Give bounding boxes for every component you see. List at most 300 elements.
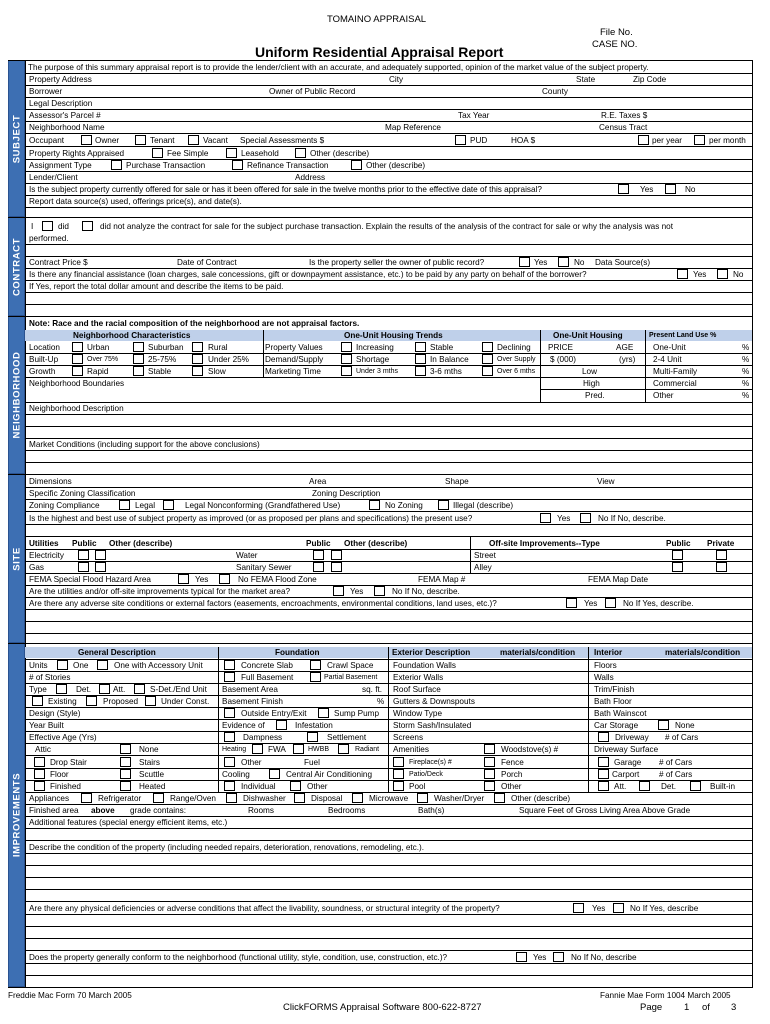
under-construction-checkbox[interactable] bbox=[145, 696, 156, 706]
rule bbox=[25, 195, 752, 196]
electricity-other-checkbox[interactable] bbox=[95, 550, 106, 560]
street-private-checkbox[interactable] bbox=[716, 550, 727, 560]
rule bbox=[25, 121, 752, 122]
full-basement-checkbox[interactable] bbox=[224, 672, 235, 682]
foundation-walls-label: Foundation Walls bbox=[393, 661, 456, 670]
driveway-label: Driveway bbox=[615, 733, 649, 742]
adverse-no-checkbox[interactable] bbox=[605, 598, 616, 608]
radiant-checkbox[interactable] bbox=[338, 744, 349, 754]
concrete-slab-label: Concrete Slab bbox=[241, 661, 293, 670]
dampness-label: Dampness bbox=[243, 733, 283, 742]
type-label: Type bbox=[29, 685, 47, 694]
conform-yes-checkbox[interactable] bbox=[516, 952, 527, 962]
seller-owner-question: Is the property seller the owner of public record? bbox=[309, 258, 485, 267]
rights-other-checkbox[interactable] bbox=[295, 148, 306, 158]
25-75-label: 25-75% bbox=[148, 355, 177, 364]
units-one-label: One bbox=[73, 661, 89, 670]
builtin-checkbox[interactable] bbox=[690, 781, 701, 791]
det-label: Det. bbox=[661, 782, 677, 791]
roof-surface-label: Roof Surface bbox=[393, 685, 441, 694]
screens-label: Screens bbox=[393, 733, 424, 742]
driveway-surface-label: Driveway Surface bbox=[594, 745, 659, 754]
type-det-checkbox[interactable] bbox=[56, 684, 67, 694]
design-style-label: Design (Style) bbox=[29, 709, 81, 718]
form-title: Uniform Residential Appraisal Report bbox=[255, 44, 504, 60]
stairs-checkbox[interactable] bbox=[120, 757, 131, 767]
water-other-checkbox[interactable] bbox=[331, 550, 342, 560]
contract-section-band: CONTRACT bbox=[8, 217, 25, 316]
existing-checkbox[interactable] bbox=[32, 696, 43, 706]
declining-checkbox[interactable] bbox=[482, 342, 493, 352]
evidence-of-label: Evidence of bbox=[222, 721, 265, 730]
washer-dryer-checkbox[interactable] bbox=[417, 793, 428, 803]
multi-family-pct: % bbox=[742, 367, 750, 376]
hbu-yes-checkbox[interactable] bbox=[540, 513, 551, 523]
rapid-checkbox[interactable] bbox=[72, 366, 83, 376]
values-stable-checkbox[interactable] bbox=[415, 342, 426, 352]
assignment-other-checkbox[interactable] bbox=[351, 160, 362, 170]
rule bbox=[25, 244, 752, 245]
util-no-checkbox[interactable] bbox=[374, 586, 385, 596]
leasehold-label: Leasehold bbox=[241, 149, 279, 158]
drop-stair-checkbox[interactable] bbox=[34, 757, 45, 767]
assist-yes-checkbox[interactable] bbox=[677, 269, 688, 279]
file-no-label: File No. bbox=[600, 27, 633, 38]
financial-assistance-question: Is there any financial assistance (loan charges, sale concessions, gift or downpayment assistance, etc.) to be paid by any party on behalf of the borrower? bbox=[29, 270, 587, 279]
drop-stair-label: Drop Stair bbox=[50, 758, 87, 767]
high-label: High bbox=[583, 379, 600, 388]
zoning-classification-label: Specific Zoning Classification bbox=[29, 489, 136, 498]
two-four-pct: % bbox=[742, 355, 750, 364]
sump-pump-checkbox[interactable] bbox=[318, 708, 329, 718]
increasing-label: Increasing bbox=[356, 343, 394, 352]
util-yes-label: Yes bbox=[350, 587, 364, 596]
crawl-space-checkbox[interactable] bbox=[310, 660, 321, 670]
car-storage-label: Car Storage bbox=[594, 721, 639, 730]
street-label: Street bbox=[474, 551, 496, 560]
deficiency-no-checkbox[interactable] bbox=[613, 903, 624, 913]
water-label: Water bbox=[236, 551, 258, 560]
assist-no-label: No bbox=[733, 270, 744, 279]
leasehold-checkbox[interactable] bbox=[226, 148, 237, 158]
fence-checkbox[interactable] bbox=[484, 757, 495, 767]
vacant-checkbox[interactable] bbox=[188, 135, 199, 145]
rule bbox=[25, 414, 752, 415]
per-month-checkbox[interactable] bbox=[694, 135, 705, 145]
adverse-yes-label: Yes bbox=[584, 599, 598, 608]
heated-label: Heated bbox=[139, 782, 166, 791]
yrs-label: (yrs) bbox=[619, 355, 636, 364]
rule bbox=[25, 926, 752, 927]
attic-none-checkbox[interactable] bbox=[120, 744, 131, 754]
offered-yes-checkbox[interactable] bbox=[618, 184, 629, 194]
woodstove-checkbox[interactable] bbox=[484, 744, 495, 754]
foundation-header: Foundation bbox=[275, 648, 320, 657]
type-sdet-label: S-Det./End Unit bbox=[150, 685, 207, 694]
effective-age-label: Effective Age (Yrs) bbox=[29, 733, 97, 742]
urban-checkbox[interactable] bbox=[72, 342, 83, 352]
garage-cars-label: # of Cars bbox=[659, 758, 693, 767]
trim-finish-label: Trim/Finish bbox=[594, 685, 635, 694]
conform-yes-label: Yes bbox=[533, 953, 547, 962]
amenities-other-checkbox[interactable] bbox=[484, 781, 495, 791]
did-not-checkbox[interactable] bbox=[82, 221, 93, 231]
deficiency-yes-label: Yes bbox=[592, 904, 606, 913]
water-public-checkbox[interactable] bbox=[313, 550, 324, 560]
partial-basement-checkbox[interactable] bbox=[310, 672, 321, 682]
fema-map-date-label: FEMA Map Date bbox=[588, 575, 649, 584]
fema-area-label: FEMA Special Flood Hazard Area bbox=[29, 575, 151, 584]
rule bbox=[25, 828, 752, 829]
interior-header: Interior bbox=[594, 648, 623, 657]
no-zoning-checkbox[interactable] bbox=[369, 500, 380, 510]
hwbb-checkbox[interactable] bbox=[293, 744, 304, 754]
assignment-other-label: Other (describe) bbox=[366, 161, 426, 170]
settlement-checkbox[interactable] bbox=[307, 732, 318, 742]
units-one-checkbox[interactable] bbox=[57, 660, 68, 670]
view-label: View bbox=[597, 477, 615, 486]
rule bbox=[25, 159, 752, 160]
basement-finish-label: Basement Finish bbox=[222, 697, 283, 706]
cooling-other-checkbox[interactable] bbox=[290, 781, 301, 791]
3-6-checkbox[interactable] bbox=[415, 366, 426, 376]
individual-checkbox[interactable] bbox=[224, 781, 235, 791]
rural-checkbox[interactable] bbox=[192, 342, 203, 352]
city-label: City bbox=[389, 75, 404, 84]
fee-simple-checkbox[interactable] bbox=[152, 148, 163, 158]
state-label: State bbox=[576, 75, 596, 84]
growth-stable-label: Stable bbox=[148, 367, 172, 376]
gas-public-checkbox[interactable] bbox=[78, 562, 89, 572]
range-label: Range/Oven bbox=[170, 794, 216, 803]
heating-other-label: Other bbox=[241, 758, 262, 767]
washer-dryer-label: Washer/Dryer bbox=[434, 794, 485, 803]
trends-header: One-Unit Housing Trends bbox=[344, 331, 443, 340]
fwa-checkbox[interactable] bbox=[252, 744, 263, 754]
carport-label: Carport bbox=[612, 770, 640, 779]
alley-public-checkbox[interactable] bbox=[672, 562, 683, 572]
rule bbox=[25, 377, 752, 378]
under-3-checkbox[interactable] bbox=[341, 366, 352, 376]
car-storage-none-checkbox[interactable] bbox=[658, 720, 669, 730]
crawl-space-label: Crawl Space bbox=[327, 661, 374, 670]
type-sdet-checkbox[interactable] bbox=[134, 684, 145, 694]
central-ac-checkbox[interactable] bbox=[269, 769, 280, 779]
pud-checkbox[interactable] bbox=[455, 135, 466, 145]
carport-cars-label: # of Cars bbox=[659, 770, 693, 779]
general-description-header: General Description bbox=[78, 648, 156, 657]
rule bbox=[25, 950, 752, 951]
25-75-checkbox[interactable] bbox=[133, 354, 144, 364]
dampness-checkbox[interactable] bbox=[224, 732, 235, 742]
infestation-label: Infestation bbox=[295, 721, 333, 730]
legal-nonconforming-label: Legal Nonconforming (Grandfathered Use) bbox=[185, 501, 341, 510]
rapid-label: Rapid bbox=[87, 367, 109, 376]
seller-no-checkbox[interactable] bbox=[558, 257, 569, 267]
property-address-label: Property Address bbox=[29, 75, 92, 84]
units-label: Units bbox=[29, 661, 48, 670]
price-header: PRICE bbox=[548, 343, 574, 352]
attic-floor-checkbox[interactable] bbox=[34, 769, 45, 779]
outside-entry-checkbox[interactable] bbox=[224, 708, 235, 718]
rule bbox=[25, 280, 752, 281]
attic-label: Attic bbox=[35, 745, 51, 754]
fee-simple-label: Fee Simple bbox=[167, 149, 209, 158]
built-up-label: Built-Up bbox=[29, 355, 59, 364]
garage-checkbox[interactable] bbox=[598, 757, 609, 767]
patio-label: Patio/Deck bbox=[409, 771, 443, 778]
page-number: 1 bbox=[684, 1002, 690, 1013]
over-6-checkbox[interactable] bbox=[482, 366, 493, 376]
conform-no-checkbox[interactable] bbox=[553, 952, 564, 962]
deficiency-question: Are there any physical deficiencies or adverse conditions that affect the livability, soundness, or structural integrity of the property? bbox=[29, 904, 500, 913]
rural-label: Rural bbox=[208, 343, 228, 352]
conform-no-label: No If No, describe bbox=[571, 953, 637, 962]
rule bbox=[25, 511, 752, 512]
in-balance-checkbox[interactable] bbox=[415, 354, 426, 364]
slow-label: Slow bbox=[208, 367, 226, 376]
area-label: Area bbox=[309, 477, 327, 486]
purpose-text: The purpose of this summary appraisal report is to provide the lender/client with an accurate, and adequately supported, opinion of the market value of the subject property. bbox=[28, 63, 649, 72]
rule bbox=[25, 755, 752, 756]
exterior-header: Exterior Description bbox=[392, 648, 471, 657]
rule bbox=[25, 804, 752, 805]
freddie-form-label: Freddie Mac Form 70 March 2005 bbox=[8, 991, 132, 1000]
bath-floor-label: Bath Floor bbox=[594, 697, 632, 706]
scuttle-checkbox[interactable] bbox=[120, 769, 131, 779]
driveway-cars-label: # of Cars bbox=[665, 733, 699, 742]
pool-checkbox[interactable] bbox=[393, 781, 404, 791]
pred-label: Pred. bbox=[585, 391, 605, 400]
neighborhood-name-label: Neighborhood Name bbox=[29, 123, 105, 132]
gas-other-checkbox[interactable] bbox=[95, 562, 106, 572]
vacant-label: Vacant bbox=[203, 136, 228, 145]
window-type-label: Window Type bbox=[393, 709, 442, 718]
highest-best-use-question: Is the highest and best use of subject property as improved (or as proposed per plans and specifications) the present use? bbox=[29, 514, 473, 523]
offered-no-label: No bbox=[685, 185, 696, 194]
street-public-checkbox[interactable] bbox=[672, 550, 683, 560]
range-checkbox[interactable] bbox=[153, 793, 164, 803]
multi-family-label: Multi-Family bbox=[653, 367, 698, 376]
fireplace-checkbox[interactable] bbox=[393, 757, 404, 767]
alley-private-checkbox[interactable] bbox=[716, 562, 727, 572]
data-sources-label: Data Source(s) bbox=[595, 258, 651, 267]
sewer-other-checkbox[interactable] bbox=[331, 562, 342, 572]
attic-finished-checkbox[interactable] bbox=[34, 781, 45, 791]
commercial-label: Commercial bbox=[653, 379, 697, 388]
other-label: Other bbox=[653, 391, 674, 400]
det-checkbox[interactable] bbox=[639, 781, 650, 791]
heating-other-checkbox[interactable] bbox=[224, 757, 235, 767]
rule bbox=[25, 85, 752, 86]
baths-label: Bath(s) bbox=[418, 806, 445, 815]
tenant-checkbox[interactable] bbox=[135, 135, 146, 145]
hoa-label: HOA $ bbox=[511, 136, 536, 145]
rule bbox=[540, 389, 752, 390]
rule bbox=[25, 963, 752, 964]
rule bbox=[25, 402, 752, 403]
rule bbox=[25, 840, 752, 841]
age-header: AGE bbox=[616, 343, 634, 352]
rooms-label: Rooms bbox=[248, 806, 274, 815]
shortage-checkbox[interactable] bbox=[341, 354, 352, 364]
microwave-checkbox[interactable] bbox=[352, 793, 363, 803]
re-taxes-label: R.E. Taxes $ bbox=[601, 111, 648, 120]
county-label: County bbox=[542, 87, 568, 96]
rule bbox=[8, 316, 753, 317]
growth-stable-checkbox[interactable] bbox=[133, 366, 144, 376]
slow-checkbox[interactable] bbox=[192, 366, 203, 376]
fema-yes-label: Yes bbox=[195, 575, 209, 584]
electricity-public-checkbox[interactable] bbox=[78, 550, 89, 560]
purchase-checkbox[interactable] bbox=[111, 160, 122, 170]
owner-checkbox[interactable] bbox=[81, 135, 92, 145]
heating-label: Heating bbox=[222, 746, 247, 753]
one-unit-pct: % bbox=[742, 343, 750, 352]
additional-features-label: Additional features (special energy efficient items, etc.) bbox=[29, 818, 228, 827]
refrigerator-checkbox[interactable] bbox=[81, 793, 92, 803]
zoning-compliance-label: Zoning Compliance bbox=[29, 501, 100, 510]
illegal-label: Illegal (describe) bbox=[453, 501, 514, 510]
per-year-label: per year bbox=[652, 136, 683, 145]
urban-label: Urban bbox=[87, 343, 110, 352]
rule bbox=[25, 450, 752, 451]
exterior-matcond-header: materials/condition bbox=[500, 648, 576, 657]
hwbb-label: HWBB bbox=[308, 746, 329, 753]
util-yes-checkbox[interactable] bbox=[333, 586, 344, 596]
assist-no-checkbox[interactable] bbox=[717, 269, 728, 279]
appliances-label: Appliances bbox=[29, 794, 70, 803]
disposal-checkbox[interactable] bbox=[294, 793, 305, 803]
appliances-other-checkbox[interactable] bbox=[494, 793, 505, 803]
utilities-header: Utilities bbox=[29, 539, 59, 548]
patio-checkbox[interactable] bbox=[393, 769, 404, 779]
rule bbox=[25, 889, 752, 890]
suburban-checkbox[interactable] bbox=[133, 342, 144, 352]
adverse-yes-checkbox[interactable] bbox=[566, 598, 577, 608]
legal-checkbox[interactable] bbox=[119, 500, 130, 510]
under-25-checkbox[interactable] bbox=[192, 354, 203, 364]
offered-question: Is the subject property currently offered for sale or has it been offered for sale in the twelve months prior to the effective date of this appraisal? bbox=[29, 185, 542, 194]
rule bbox=[25, 695, 752, 696]
infestation-checkbox[interactable] bbox=[276, 720, 287, 730]
amenities-label: Amenities bbox=[393, 745, 429, 754]
porch-checkbox[interactable] bbox=[484, 769, 495, 779]
fema-map-label: FEMA Map # bbox=[418, 575, 466, 584]
alley-label: Alley bbox=[474, 563, 492, 572]
increasing-checkbox[interactable] bbox=[341, 342, 352, 352]
storm-sash-label: Storm Sash/Insulated bbox=[393, 721, 472, 730]
under-3-label: Under 3 mths bbox=[356, 368, 399, 375]
type-det-label: Det. bbox=[76, 685, 92, 694]
frame-bottom bbox=[8, 987, 753, 988]
rule bbox=[25, 292, 752, 293]
special-assessments-label: Special Assessments $ bbox=[240, 136, 325, 145]
other-pct: % bbox=[742, 391, 750, 400]
offsite-public-header: Public bbox=[666, 539, 691, 548]
type-att-checkbox[interactable] bbox=[99, 684, 110, 694]
utilities-other-header-2: Other (describe) bbox=[344, 539, 408, 548]
deficiency-yes-checkbox[interactable] bbox=[573, 903, 584, 913]
over-75-label: Over 75% bbox=[87, 356, 119, 363]
neighborhood-section-band: NEIGHBORHOOD bbox=[8, 316, 25, 474]
fema-yes-checkbox[interactable] bbox=[178, 574, 189, 584]
microwave-label: Microwave bbox=[369, 794, 409, 803]
legal-nonconforming-checkbox[interactable] bbox=[163, 500, 174, 510]
rule bbox=[25, 975, 752, 976]
seller-yes-checkbox[interactable] bbox=[519, 257, 530, 267]
improvements-section-band: IMPROVEMENTS bbox=[8, 643, 25, 987]
driveway-checkbox[interactable] bbox=[598, 732, 609, 742]
frame-right bbox=[752, 60, 753, 987]
under-25-label: Under 25% bbox=[208, 355, 249, 364]
in-balance-label: In Balance bbox=[430, 355, 469, 364]
offered-no-checkbox[interactable] bbox=[665, 184, 676, 194]
dishwasher-checkbox[interactable] bbox=[226, 793, 237, 803]
rule bbox=[25, 146, 752, 147]
rule bbox=[218, 647, 219, 793]
concrete-slab-checkbox[interactable] bbox=[224, 660, 235, 670]
attic-finished-label: Finished bbox=[50, 782, 81, 791]
assist-yes-label: Yes bbox=[693, 270, 707, 279]
page-total: 3 bbox=[731, 1002, 737, 1013]
did-checkbox[interactable] bbox=[42, 221, 53, 231]
over-supply-checkbox[interactable] bbox=[482, 354, 493, 364]
finished-area-label: Finished area bbox=[29, 806, 79, 815]
above-label: above bbox=[91, 806, 115, 815]
rule bbox=[25, 97, 752, 98]
fema-no-checkbox[interactable] bbox=[219, 574, 230, 584]
heated-checkbox[interactable] bbox=[120, 781, 131, 791]
partial-basement-label: Partial Basement bbox=[324, 674, 378, 681]
legal-description-label: Legal Description bbox=[29, 99, 93, 108]
sewer-public-checkbox[interactable] bbox=[313, 562, 324, 572]
per-month-label: per month bbox=[709, 136, 746, 145]
att-checkbox[interactable] bbox=[598, 781, 609, 791]
occupant-label: Occupant bbox=[29, 136, 65, 145]
seller-no-label: No bbox=[574, 258, 585, 267]
assignment-type-label: Assignment Type bbox=[29, 161, 92, 170]
rule bbox=[25, 707, 752, 708]
illegal-checkbox[interactable] bbox=[438, 500, 449, 510]
proposed-checkbox[interactable] bbox=[86, 696, 97, 706]
rule bbox=[25, 585, 752, 586]
map-reference-label: Map Reference bbox=[385, 123, 441, 132]
over-75-checkbox[interactable] bbox=[72, 354, 83, 364]
rights-other-label: Other (describe) bbox=[310, 149, 370, 158]
boundaries-label: Neighborhood Boundaries bbox=[29, 379, 125, 388]
rule bbox=[588, 647, 589, 793]
hbu-no-label: No If No, describe. bbox=[598, 514, 666, 523]
gla-label: Square Feet of Gross Living Area Above Grade bbox=[519, 806, 691, 815]
units-accessory-checkbox[interactable] bbox=[97, 660, 108, 670]
refinance-checkbox[interactable] bbox=[232, 160, 243, 170]
subject-section-band: SUBJECT bbox=[8, 60, 25, 217]
zoning-description-label: Zoning Description bbox=[312, 489, 381, 498]
rule bbox=[540, 330, 541, 402]
refrigerator-label: Refrigerator bbox=[98, 794, 142, 803]
per-year-checkbox[interactable] bbox=[638, 135, 649, 145]
settlement-label: Settlement bbox=[327, 733, 367, 742]
tenant-label: Tenant bbox=[150, 136, 175, 145]
att-label: Att. bbox=[614, 782, 627, 791]
basement-finish-pct: % bbox=[377, 697, 385, 706]
site-section-band: SITE bbox=[8, 474, 25, 643]
floors-label: Floors bbox=[594, 661, 617, 670]
carport-checkbox[interactable] bbox=[598, 769, 609, 779]
hbu-no-checkbox[interactable] bbox=[580, 513, 591, 523]
demand-supply-label: Demand/Supply bbox=[265, 355, 324, 364]
